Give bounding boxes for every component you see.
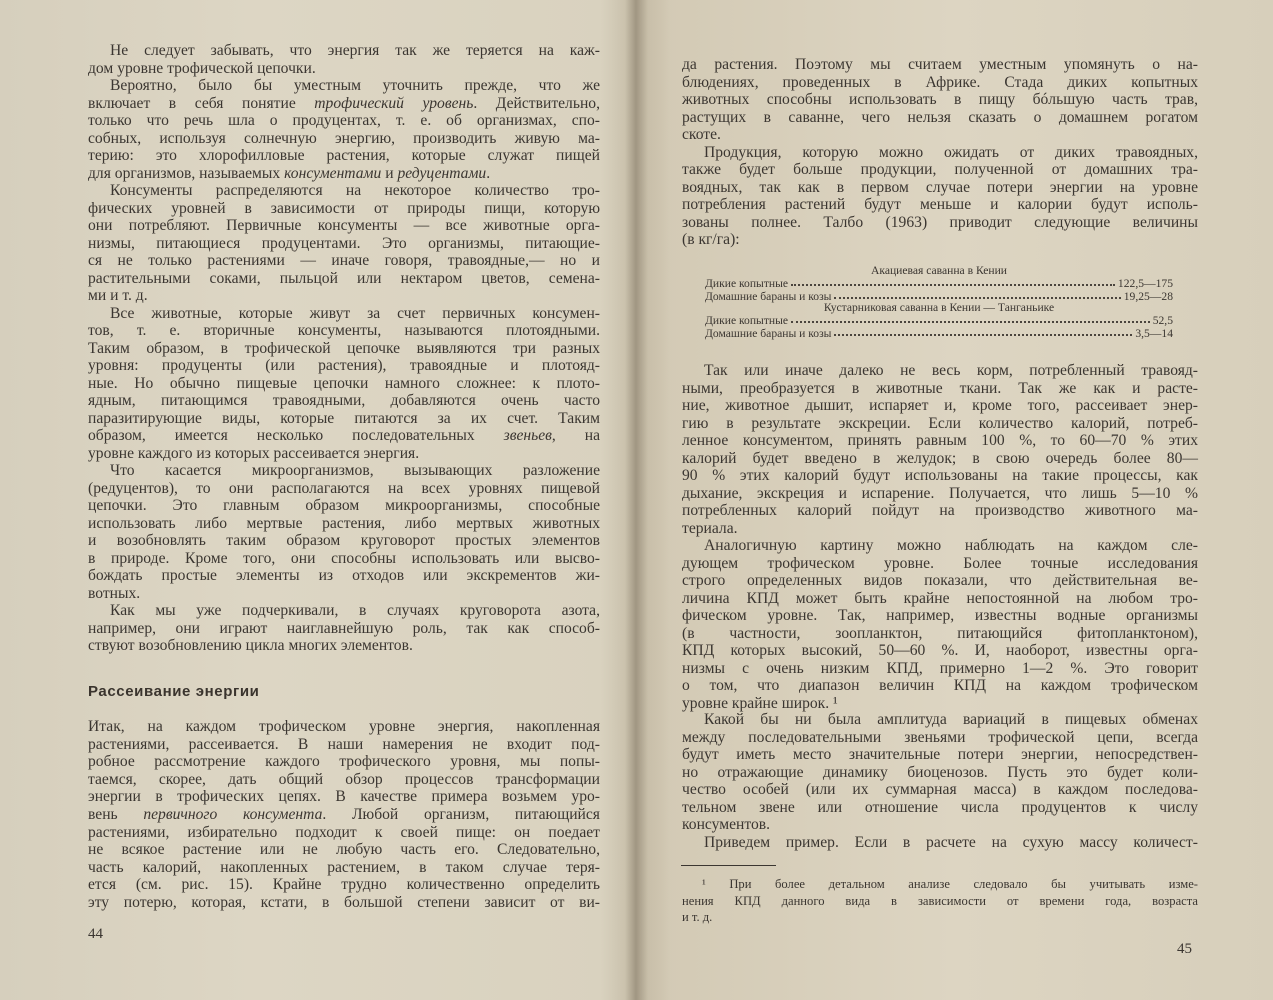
text-line: Итак, на каждом трофическом уровне энергия, накопленная [88, 718, 600, 735]
italic-term: первичного консумента [143, 805, 323, 823]
text-line: фических уровней в зависимости от природы пищи, которую [88, 199, 600, 217]
text-line: они потребляют. Первичные консументы — все животные орга- [88, 217, 600, 234]
text-line: терию: это хлорофилловые растения, которые служат пищей [88, 147, 600, 164]
table-group-title: Кустарниковая саванна в Кении — Танганьике [823, 301, 1055, 315]
savanna-yield-table [705, 265, 1173, 340]
paragraph [682, 876, 1198, 926]
section-heading: Рассеивание энергии [88, 683, 260, 700]
text-line: в природе. Кроме того, они способны использовать или высво- [88, 549, 600, 567]
text-line: вотных. [88, 584, 141, 602]
text-line: калорий будет введено в желудок; в свою очередь более 80— [682, 449, 1198, 467]
text-line: ми и т. д. [88, 287, 148, 304]
paragraph [88, 462, 600, 602]
text-line: ными, преобразуется в животные ткани. Так же как и расте- [682, 379, 1198, 397]
left-page-text-top [88, 42, 600, 655]
text-line: фическом уровне. Так, например, известны водные организмы [682, 607, 1198, 624]
text-line: таемся, скорее, дать общий обзор процессов трансформации [88, 770, 600, 788]
text-line [88, 95, 600, 113]
paragraph [88, 305, 600, 463]
text-line: потребленных калорий пойдут на производство животного ма- [682, 502, 1198, 519]
text-line: не всякое растение или не любую часть его. Следовательно, [88, 841, 600, 859]
footnote-divider [681, 865, 776, 866]
right-page-text-top [682, 56, 1198, 249]
text-line: Таким образом, в трофической цепочке выявляются три разных [88, 339, 600, 357]
dot-leader [791, 313, 1150, 323]
paragraph [88, 718, 600, 912]
text-line: (редуцентов), то они располагаются на всех уровнях пищевой [88, 479, 600, 497]
text-line: также будет больше продукции, полученной от домашних тра- [682, 161, 1198, 178]
text-line: строго определенных видов показали, что действительная ве- [682, 572, 1198, 589]
text-line: растениями, рассеивается. В наши намерения не входит под- [88, 735, 600, 753]
text-line: Не следует забывать, что энергия так же теряется на каж- [110, 42, 600, 59]
text-line: низмы, питающиеся продуцентами. Это организмы, питающие- [88, 234, 600, 252]
paragraph [682, 56, 1198, 144]
text-line: дыхание, экскреция и испарение. Получается, что лишь 5—10 % [682, 484, 1198, 502]
text-segment: для организмов, называемых [88, 164, 285, 182]
text-line: тов, т. е. вторичные консументы, называются плотоядными. [88, 322, 600, 339]
text-segment: и [381, 164, 398, 182]
text-line: дом уровне трофической цепочки. [88, 59, 316, 77]
dot-leader [791, 276, 1115, 286]
row-label: Дикие копытные [705, 314, 789, 328]
text-line: ние, животное дышит, испаряет и, кроме того, рассеивает энер- [682, 397, 1198, 414]
right-page-text-middle [682, 362, 1198, 712]
row-value: 52,5 [1152, 314, 1173, 328]
row-value: 19,25—28 [1123, 289, 1173, 303]
text-line: собных, используя солнечную энергию, производить живую ма- [88, 129, 600, 147]
text-line: консументов. [682, 816, 771, 833]
text-line: (в кг/га): [682, 231, 740, 248]
text-line: уровне каждого из которых рассеивается энергия. [88, 444, 420, 462]
text-line: уровня: продуценты (или растения), травоядные и плотояд- [88, 357, 600, 374]
text-line [88, 806, 600, 824]
row-label: Домашние бараны и козы [705, 326, 832, 340]
text-line: Продукция, которую можно ожидать от диких травоядных, [704, 143, 1198, 161]
text-line: растениями, избирательно подходит к своей пище: он поедает [88, 823, 600, 841]
text-line: блюдениях, проведенных в Африке. Стада диких копытных [682, 73, 1198, 91]
text-line: гию в результате экскреции. Если количество калорий, потреб- [682, 414, 1198, 432]
text-line: териала. [682, 519, 738, 537]
text-line: низмы с очень низким КПД, примерно 1—2 %. Это говорит [682, 659, 1198, 677]
text-line: эту потерю, которая, кстати, в большой степени зависит от ви- [88, 893, 600, 911]
text-segment: образом, имеется несколько последовательных [88, 427, 504, 444]
text-line: (в частности, зоопланктон, питающийся фитопланктоном), [682, 624, 1198, 642]
row-value: 3,5—14 [1135, 326, 1173, 340]
paragraph [88, 42, 600, 77]
text-line: потребления растений будут меньше и калории будут исполь- [682, 196, 1198, 213]
text-line: энергии в трофических цепях. В качестве примера возьмем уро- [88, 788, 600, 806]
text-line: ется (см. рис. 15). Крайне трудно количественно определить [88, 876, 600, 894]
text-line: растительными соками, пыльцой или нектаром цветов, семена- [88, 269, 600, 287]
text-line: Все животные, которые живут за счет первичных консумен- [110, 304, 600, 322]
footnote [682, 876, 1198, 926]
dot-leader [834, 326, 1132, 336]
text-segment: . [486, 164, 491, 182]
text-line: Какой бы ни была амплитуда вариаций в пищевых обменах [704, 711, 1198, 728]
text-line: часть калорий, накопленных растением, в таком случае теря- [88, 858, 600, 876]
text-line: растущих в саванне, чего нельзя сказать о домашнем рогатом [682, 108, 1198, 126]
text-line: и возобновлять таким образом круговорот простых элементов [88, 532, 600, 549]
text-line: только что речь шла о продуцентах, т. е. об организмах, спо- [88, 112, 600, 129]
text-line: личина КПД может быть крайне непостоянной на любом тро- [682, 589, 1198, 607]
text-line: но отражающие динамику биоценозов. Пусть это будет коли- [682, 763, 1198, 781]
text-line: ся не только растениями — иначе говоря, травоядные,— но и [88, 252, 600, 269]
text-line: Консументы распределяются на некоторое количество тро- [110, 182, 600, 199]
right-page-text-bottom [682, 711, 1198, 851]
paragraph [682, 362, 1198, 537]
paragraph [682, 711, 1198, 834]
text-line: Приведем пример. Если в расчете на сухую массу количест- [704, 833, 1198, 851]
text-line: 90 % этих калорий будут использованы на такие процессы, как [682, 467, 1198, 484]
text-line: зованы полнее. Талбо (1963) приводит следующие величины [682, 213, 1198, 231]
text-line: воядных, так как в первом случае потери энергии на уровне [682, 178, 1198, 196]
text-line: робное рассмотрение каждого трофического уровня, мы попы- [88, 753, 600, 771]
text-line: о том, что диапазон величин КПД на каждом трофическом [682, 677, 1198, 694]
text-line: нения КПД данного вида в зависимости от времени года, возраста [682, 893, 1198, 908]
text-line: будут иметь место значительные потери энергии, непосредствен- [682, 746, 1198, 763]
table-group-title: Акациевая саванна в Кении [870, 264, 1007, 277]
text-line: Как мы уже подчеркивали, в случаях круговорота азота, [110, 602, 600, 619]
page-number-right: 45 [1177, 941, 1192, 957]
text-line: например, они играют наиглавнейшую роль, так как способ- [88, 619, 600, 637]
italic-term: звеньев [503, 427, 552, 444]
text-line: паразитирующие виды, которые питаются за их счет. Таким [88, 409, 600, 427]
paragraph [682, 144, 1198, 249]
text-line: Аналогичную картину можно наблюдать на каждом сле- [704, 537, 1198, 554]
table-row [705, 327, 1173, 340]
text-line: дующем трофическом уровне. Более точные исследования [682, 554, 1198, 572]
italic-term: консументами [284, 164, 382, 182]
left-page-text-bottom [88, 718, 600, 912]
text-line: цепочки. Это главным образом микроорганизмы, способные [88, 497, 600, 514]
text-line: ¹ При более детальном анализе следовало бы учитывать изме- [702, 877, 1198, 891]
text-line: уровне крайне широк. ¹ [682, 694, 838, 712]
text-line: ленное консументом, принять равным 100 %, то 60—70 % этих [682, 432, 1198, 449]
text-line: между последовательными звеньями трофической цепи, всегда [682, 728, 1198, 746]
paragraph [682, 834, 1198, 852]
row-label: Дикие копытные [705, 276, 789, 290]
text-line: ствуют возобновлению цикла многих элементов. [88, 637, 413, 654]
paragraph [682, 537, 1198, 712]
text-line: КПД которых высокий, 50—60 %. И, наоборот, известны орга- [682, 642, 1198, 659]
text-line: чество особей (или их суммарная масса) в каждом последова- [682, 781, 1198, 798]
text-line: ядным, питающимся травоядными, добавляются очень часто [88, 392, 600, 409]
italic-term: трофический уровень [314, 94, 474, 112]
paragraph [88, 182, 600, 305]
text-segment: . Любой организм, питающийся [322, 805, 600, 823]
text-line: тельном звене или отношение числа продуцентов к числу [682, 798, 1198, 816]
row-value: 122,5—175 [1117, 276, 1173, 290]
text-line: Вероятно, было бы уместным уточнить прежде, что же [110, 77, 600, 94]
text-segment: включает в себя понятие [88, 94, 315, 112]
text-line: и т. д. [682, 910, 713, 925]
text-line: ные. Но обычно пищевые цепочки намного сложнее: к плото- [88, 374, 600, 392]
text-segment: . Действительно, [473, 94, 600, 112]
text-segment: вень [88, 805, 144, 823]
text-line: животных способны использовать в пищу бóльшую часть трав, [682, 91, 1198, 108]
text-line: да растения. Поэтому мы считаем уместным упомянуть о на- [682, 56, 1198, 73]
paragraph [88, 77, 600, 182]
text-segment: , на [551, 427, 600, 444]
text-line [88, 165, 600, 183]
page-number-left: 44 [88, 926, 103, 942]
row-label: Домашние бараны и козы [705, 289, 832, 303]
text-line [88, 427, 600, 445]
text-line: Что касается микроорганизмов, вызывающих разложение [110, 462, 600, 479]
text-line: использовать либо мертвые растения, либо мертвых животных [88, 514, 600, 532]
dot-leader [834, 289, 1120, 299]
text-line: Так или иначе далеко не весь корм, потребленный травояд- [704, 362, 1198, 379]
paragraph [88, 602, 600, 655]
text-line: бождать простые элементы из отходов или экскрементов жи- [88, 567, 600, 584]
italic-term: редуцентами [397, 164, 487, 182]
text-line: скоте. [682, 126, 721, 143]
